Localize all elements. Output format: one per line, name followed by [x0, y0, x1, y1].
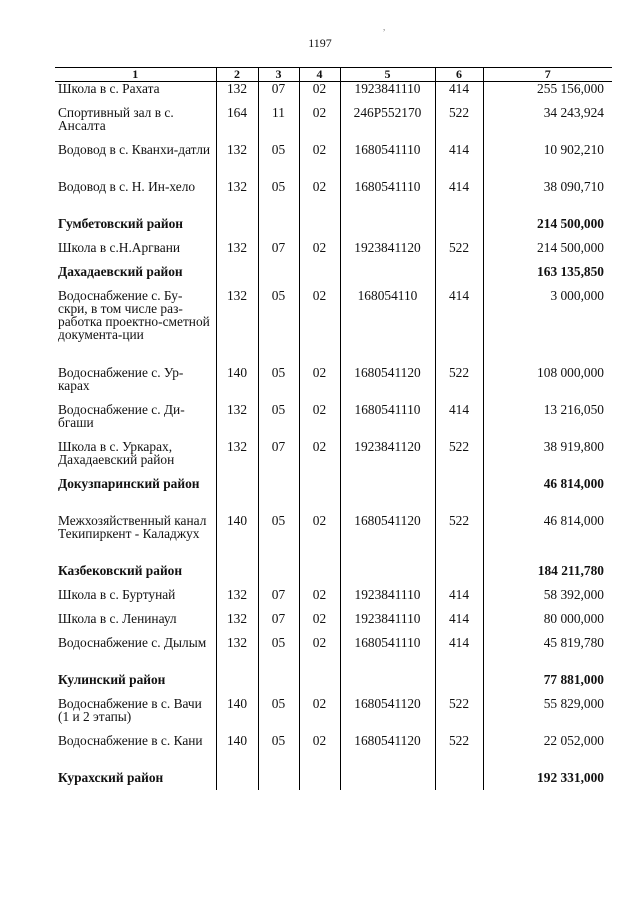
cell-amount: 192 331,000	[483, 771, 612, 790]
cell-col3: 07	[258, 588, 299, 612]
cell-col3: 05	[258, 366, 299, 403]
table-row	[55, 82, 612, 106]
cell-col5: 1680541120	[340, 514, 435, 564]
cell-col2: 140	[216, 366, 258, 403]
cell-name: Гумбетовский район	[58, 215, 183, 231]
cell-col6: 522	[435, 440, 483, 477]
cell-col2	[216, 673, 258, 697]
cell-amount: 38 090,710	[483, 180, 612, 217]
table-row	[55, 241, 612, 265]
cell-col5: 1680541120	[340, 366, 435, 403]
cell-amount: 163 135,850	[483, 265, 612, 289]
cell-col3: 11	[258, 106, 299, 143]
column-header: 7	[483, 68, 612, 82]
cell-col6: 522	[435, 514, 483, 564]
cell-col6: 414	[435, 403, 483, 440]
cell-col2: 132	[216, 180, 258, 217]
cell-col2: 132	[216, 636, 258, 673]
cell-col6: 522	[435, 697, 483, 734]
cell-col4: 02	[299, 366, 340, 403]
table-row	[55, 588, 612, 612]
district-row	[55, 265, 612, 289]
table-row	[55, 106, 612, 143]
cell-col3	[258, 771, 299, 790]
cell-col4	[299, 217, 340, 241]
cell-col3: 05	[258, 143, 299, 180]
table-row	[55, 612, 612, 636]
district-row	[55, 564, 612, 588]
cell-col2	[216, 564, 258, 588]
cell-col6: 414	[435, 82, 483, 106]
cell-col2: 132	[216, 612, 258, 636]
district-row	[55, 217, 612, 241]
cell-col5: 1680541110	[340, 180, 435, 217]
cell-col4: 02	[299, 289, 340, 366]
cell-col6: 522	[435, 106, 483, 143]
cell-name: Дахадаевский район	[58, 263, 183, 279]
table-body	[55, 82, 612, 790]
cell-col3	[258, 477, 299, 514]
cell-col3: 05	[258, 403, 299, 440]
cell-col5	[340, 217, 435, 241]
cell-col4: 02	[299, 612, 340, 636]
cell-col6	[435, 771, 483, 790]
cell-name: Школа в с.Н.Аргвани	[58, 239, 181, 255]
cell-col4: 02	[299, 514, 340, 564]
cell-amount: 184 211,780	[483, 564, 612, 588]
cell-name: Школа в с. Рахата	[58, 81, 160, 96]
cell-amount: 80 000,000	[483, 612, 612, 636]
column-header: 1	[55, 68, 216, 82]
cell-name: Водоснабжение с. Бу-скри, в том числе раз-работка проектно-сметной документа-ции	[58, 287, 210, 342]
cell-col2: 132	[216, 82, 258, 106]
cell-col4: 02	[299, 636, 340, 673]
cell-name: Казбековский район	[58, 562, 183, 578]
cell-col2: 132	[216, 588, 258, 612]
cell-col3	[258, 265, 299, 289]
cell-name: Водоснабжение с. Ди-бгаши	[58, 401, 185, 430]
column-header: 6	[435, 68, 483, 82]
cell-col4	[299, 564, 340, 588]
cell-col4: 02	[299, 82, 340, 106]
cell-amount: 77 881,000	[483, 673, 612, 697]
cell-col4: 02	[299, 403, 340, 440]
cell-col2	[216, 217, 258, 241]
cell-name: Школа в с. Буртунай	[58, 586, 176, 602]
cell-col6: 522	[435, 734, 483, 771]
cell-col6	[435, 673, 483, 697]
cell-name: Спортивный зал в с. Ансалта	[58, 104, 174, 133]
cell-col6: 414	[435, 180, 483, 217]
cell-amount: 45 819,780	[483, 636, 612, 673]
cell-col3	[258, 564, 299, 588]
cell-name: Водовод в с. Н. Ин-хело	[58, 178, 196, 194]
cell-amount: 46 814,000	[483, 477, 612, 514]
cell-col6	[435, 477, 483, 514]
cell-col4: 02	[299, 180, 340, 217]
column-header: 5	[340, 68, 435, 82]
cell-col2: 132	[216, 241, 258, 265]
cell-col6	[435, 564, 483, 588]
cell-col4	[299, 771, 340, 790]
cell-col2: 164	[216, 106, 258, 143]
cell-col4: 02	[299, 440, 340, 477]
cell-name: Водоснабжение с. Дылым	[58, 634, 207, 650]
cell-col4: 02	[299, 106, 340, 143]
table-row	[55, 514, 612, 564]
cell-name: Школа в с. Уркарах, Дахадаевский район	[58, 438, 175, 467]
cell-col5: 246Р552170	[340, 106, 435, 143]
page-number: 1197	[308, 36, 332, 50]
table-row	[55, 697, 612, 734]
cell-col5	[340, 477, 435, 514]
column-header: 4	[299, 68, 340, 82]
cell-col5	[340, 564, 435, 588]
cell-amount: 214 500,000	[483, 241, 612, 265]
cell-col5: 1680541110	[340, 636, 435, 673]
cell-col5: 1923841110	[340, 612, 435, 636]
cell-col5	[340, 673, 435, 697]
district-row	[55, 477, 612, 514]
table-row	[55, 734, 612, 771]
cell-col2: 140	[216, 697, 258, 734]
table-row	[55, 180, 612, 217]
cell-amount: 13 216,050	[483, 403, 612, 440]
district-row	[55, 771, 612, 790]
cell-col5: 1923841110	[340, 82, 435, 106]
cell-col5: 1680541120	[340, 734, 435, 771]
cell-col6	[435, 217, 483, 241]
cell-col3: 05	[258, 636, 299, 673]
cell-name: Школа в с. Ленинаул	[58, 610, 177, 626]
cell-col5: 1680541110	[340, 143, 435, 180]
cell-col5: 1680541120	[340, 697, 435, 734]
cell-amount: 3 000,000	[483, 289, 612, 366]
cell-amount: 46 814,000	[483, 514, 612, 564]
cell-col4: 02	[299, 143, 340, 180]
cell-col5	[340, 265, 435, 289]
cell-name: Водоснабжение с. Ур-карах	[58, 364, 184, 393]
cell-col3: 07	[258, 241, 299, 265]
cell-col6: 522	[435, 366, 483, 403]
cell-col6: 414	[435, 612, 483, 636]
cell-col5	[340, 771, 435, 790]
district-row	[55, 673, 612, 697]
cell-col4: 02	[299, 697, 340, 734]
cell-col4: 02	[299, 734, 340, 771]
column-header: 2	[216, 68, 258, 82]
table-row	[55, 403, 612, 440]
cell-name: Курахский район	[58, 769, 164, 785]
cell-col6: 414	[435, 289, 483, 366]
cell-col6: 414	[435, 588, 483, 612]
cell-col5: 1923841120	[340, 241, 435, 265]
cell-amount: 10 902,210	[483, 143, 612, 180]
cell-col3: 05	[258, 180, 299, 217]
cell-amount: 255 156,000	[483, 82, 612, 106]
cell-amount: 214 500,000	[483, 217, 612, 241]
cell-name: Межхозяйственный канал Текипиркент - Каладжух	[58, 512, 207, 541]
column-header: 3	[258, 68, 299, 82]
cell-col4	[299, 673, 340, 697]
cell-col5: 1680541110	[340, 403, 435, 440]
table-row	[55, 440, 612, 477]
table-row	[55, 366, 612, 403]
cell-col3	[258, 673, 299, 697]
cell-name: Водоснабжение в с. Вачи (1 и 2 этапы)	[58, 695, 202, 724]
table-row	[55, 143, 612, 180]
cell-col3: 05	[258, 289, 299, 366]
cell-col2: 132	[216, 143, 258, 180]
cell-col2	[216, 477, 258, 514]
cell-col3: 05	[258, 514, 299, 564]
cell-amount: 34 243,924	[483, 106, 612, 143]
cell-col4: 02	[299, 241, 340, 265]
cell-col2: 140	[216, 734, 258, 771]
cell-amount: 108 000,000	[483, 366, 612, 403]
cell-amount: 55 829,000	[483, 697, 612, 734]
cell-col6	[435, 265, 483, 289]
cell-col2: 132	[216, 403, 258, 440]
cell-col3	[258, 217, 299, 241]
cell-col6: 414	[435, 636, 483, 673]
cell-col3: 05	[258, 697, 299, 734]
cell-col6: 522	[435, 241, 483, 265]
cell-col2: 132	[216, 289, 258, 366]
cell-col4	[299, 477, 340, 514]
cell-col2	[216, 265, 258, 289]
cell-col3: 05	[258, 734, 299, 771]
cell-col2: 132	[216, 440, 258, 477]
budget-table	[55, 67, 612, 790]
cell-col3: 07	[258, 612, 299, 636]
cell-col4	[299, 265, 340, 289]
table-row	[55, 636, 612, 673]
cell-col2: 140	[216, 514, 258, 564]
cell-col2	[216, 771, 258, 790]
cell-name: Докузпаринский район	[58, 475, 200, 491]
scan-mark: ,	[383, 22, 386, 32]
cell-col5: 1923841110	[340, 588, 435, 612]
cell-col6: 414	[435, 143, 483, 180]
cell-amount: 58 392,000	[483, 588, 612, 612]
cell-col4: 02	[299, 588, 340, 612]
cell-name: Водоснабжение в с. Кани	[58, 732, 203, 748]
cell-amount: 38 919,800	[483, 440, 612, 477]
header-row	[55, 68, 612, 82]
cell-col3: 07	[258, 82, 299, 106]
cell-amount: 22 052,000	[483, 734, 612, 771]
table-row	[55, 289, 612, 366]
cell-name: Кулинский район	[58, 671, 166, 687]
cell-col3: 07	[258, 440, 299, 477]
cell-name: Водовод в с. Кванхи-датли	[58, 141, 211, 157]
cell-col5: 1923841120	[340, 440, 435, 477]
cell-col5: 168054110	[340, 289, 435, 366]
